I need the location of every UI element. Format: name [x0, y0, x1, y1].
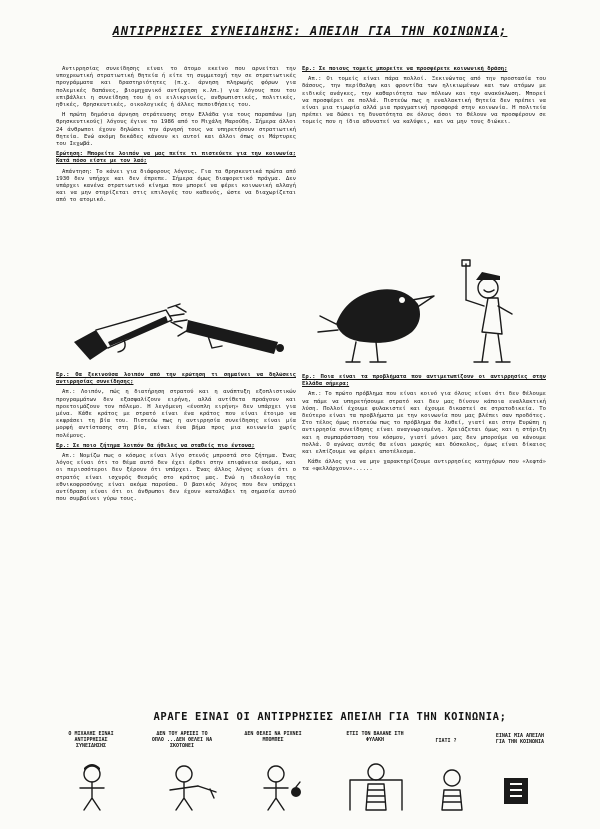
soldier-figure	[462, 260, 512, 362]
comic-caption-4: ΕΤΣΙ ΤΟΝ ΒΑΛΑΝΕ ΣΤΗ ΦΥΛΑΚΗ	[346, 731, 404, 743]
answer-2: Απ.: Λοιπόν, πώς η διατήρηση στρατού και η ανάπτυξη εξοπλιστικών προγραμμάτων δεν εξασφαλίζουν ειρήνη, αλλά αντίθετα προάγουν και προετοιμάζουν τον πόλεμο. Η λεγόμενη «ένοπλη ειρήνη» δεν υπάρχει για μένα. Κάθε κράτος με στρατό είναι ένα κράτος που είναι έτοιμο να εκφράσει τη βία του. Πιστεύω πως η αντιρρησία συνείδησης είναι μία μορφή αντίστασης στη βία, είναι ένα βήμα προς μια κοινωνία χωρίς πολέμους.	[56, 389, 296, 439]
answer-3: Απ.: Νομίζω πως ο κόσμος είναι λίγο στενός μπροστά στο ζήτημα. Ένας λόγος είναι ότι το θέμα αυτό δεν έχει έρθει στην επιφάνεια ακόμα, και οι περισσότεροι δεν ξέρουν ότι υπάρχει. Ένας άλλος λόγος είναι ότι ο στρατός είναι ισχυρός θεσμός στο κράτος μας. Ενώ η ιδεολογία της εθνικοφροσύνης είναι ακόμα παρούσα. Ο βασικός λόγος που δεν υπάρχει αντίδραση είναι ότι οι άνθρωποι δεν έχουν καταλάβει τη σημασία αυτού που συμβαίνει γύρω τους.	[56, 453, 296, 503]
closing-paragraph: Κάθε άλλος για να μην χαρακτηρίζουμε αντιρρησίες κατηγόρων που «λεφτά» τα «φελλάρχουν»......	[302, 459, 546, 473]
comic-caption-6: ΕΙΝΑΙ ΜΙΑ ΑΠΕΙΛΗ ΓΙΑ ΤΗΝ ΚΟΙΝΩΝΙΑ	[495, 733, 545, 745]
right-column-top	[302, 66, 546, 242]
left-column-bottom	[56, 372, 296, 692]
answer-5: Απ.: Το πρώτο πρόβλημα που είναι κοινό για όλους είναι ότι δεν θέλουμε να πάμε να υπηρετήσουμε στρατό και δεν μας δίνουν κάποια εναλλακτική λύση. Πολλοί έχουμε φυλακιστεί και έχουμε δικαστεί σε στρατοδικεία. Το δεύτερο είναι τα προβλήματα με την κοινωνία που μας βλέπει σαν προδότες. Στο τέλος όμως πιστεύω πως το πρόβλημα θα λυθεί, γιατί και στην Ευρώπη η αντιρρησία συνείδησης είναι αναγνωρισμένη. Χρειάζεται όμως και η στήριξη και η συμπαράσταση του κόσμου, γιατί μόνοι μας δεν μπορούμε να κάνουμε πολλά. Ο αγώνας αυτός θα είναι μακρύς και δύσκολος, όμως είναι δίκαιος και ελπίζουμε να φέρει αποτέλεσμα.	[302, 391, 546, 456]
comic-strip-title: ΑΡΑΓΕ ΕΙΝΑΙ ΟΙ ΑΝΤΙΡΡΗΣΙΕΣ ΑΠΕΙΛΗ ΓΙΑ ΤΗΝ ΚΟΙΝΩΝΙΑ;	[153, 711, 507, 723]
comic-caption-3: ΔΕΝ ΘΕΛΕΙ ΝΑ ΡΙΧΝΕΙ ΜΠΟΜΠΕΣ	[244, 731, 302, 743]
answer-4: Απ.: Οι τομείς είναι πάρα πολλοί. Ξεκινώντας από την προστασία του δάσους, την περίθαλψη και φροντίδα των ηλικιωμένων και των ατόμων με ειδικές ανάγκες, την καθαριότητα των πόλεων και την ανακύκλωση. Μπορεί να προσφέρει σε πολλά. Πιστεύω πως η εναλλακτική θητεία δεν πρέπει να είναι μια τιμωρία αλλά μια πραγματική προσφορά στην κοινωνία. Η πολιτεία πρέπει να δώσει τη δυνατότητα σε όλους όσοι το θέλουν να προσφέρουν σε τομείς που η ίδια αδυνατεί να καλύψει, και να μην τους διώκει.	[302, 76, 546, 126]
question-5: Ερ.: Ποια είναι τα προβλήματα που αντιμετωπίζουν οι αντιρρησίες στην Ελλάδα σήμερα;	[302, 374, 546, 388]
comic-panel-1-figure	[62, 762, 122, 812]
bird-figure	[318, 289, 434, 362]
answer-1: Απάντηση: Το κάνει για διάφορους λόγους. Για τα θρησκευτικά πρώτα από 1930 δεν υπήρχε και δεν έπρεπε. Σήμερα όμως διαφορετικό πράγμα. Δεν υπάρχει κανένα στρατιωτικό κίνημα που μπορεί να φέρει κοινωνική αλλαγή και να μην στηρίζεται στις επιλογές του καθενός, ώστε να διαχωρίζεται από το ατομικό.	[56, 168, 296, 204]
comic-panel-6-figure	[500, 772, 540, 812]
right-column-bottom	[302, 374, 546, 696]
left-column-top	[56, 66, 296, 302]
bird-and-soldier-cartoon	[316, 250, 546, 370]
article-title: ΑΝΤΙΡΡΗΣΙΕΣ ΣΥΝΕΙΔΗΣΗΣ: ΑΠΕΙΛΗ ΓΙΑ ΤΗΝ ΚΟΙΝΩΝΙΑ;	[112, 24, 508, 38]
comic-panel-5-figure	[428, 762, 478, 812]
question-4: Ερ.: Σε ποιους τομείς μπορείτε να προσφέρετε κοινωνική δράση;	[302, 66, 508, 72]
intro-paragraph-2: Η πρώτη δημόσια άρνηση στράτευσης στην Ελλάδα για τους παραπάνω (μη θρησκευτικούς) λόγους έγινε το 1986 από το Μιχάλη Μαρούδη. Σήμερα άλλοι 24 άνθρωποι έχουν δηλώσει την άρνησή τους να υπηρετήσουν στρατιωτική θητεία. Ενώ ακόμη δεκάδες κάνουν κι αυτοί και άλλοι όπως οι Μάρτυρες του Ιεχωβά.	[56, 112, 296, 148]
comic-panel-4-figure	[344, 760, 408, 812]
comic-caption-1: Ο ΜΙΧΑΛΗΣ ΕΙΝΑΙ ΑΝΤΙΡΡΗΣΙΑΣ ΣΥΝΕΙΔΗΣΗΣ	[68, 731, 114, 749]
intro-paragraph-1: Αντιρρησίας συνείδησης είναι το άτομο εκείνο που αρνείται την υποχρεωτική στρατιωτική θητεία ή είτε τη συμμετοχή την σε στρατιωτικές προγράμματα και δραστηριότητες (π.χ. άρνηση πληρωμής φόρων για πολεμικές δαπάνες, βιομηχανικό αντίρρηση κ.λπ.) για λόγους που του επιβάλλει η συνείδηση του ή οι ειλικρινείς, ανθρωπιστικές, πολιτικές, ηθικές, θρησκευτικές, οικολογικές ή άλλες πεποιθήσεις του.	[56, 66, 296, 109]
rifle-left-half	[74, 304, 184, 360]
rifle-right-half	[174, 306, 284, 354]
comic-panel-3-figure	[246, 762, 306, 812]
comic-panel-2-figure	[150, 762, 220, 812]
question-2: Ερ.: Θα ξεκινούσα λοιπόν από την ερώτηση τι σημαίνει να δηλώσεις αντιρρησίας συνείδησης;	[56, 372, 296, 386]
comic-caption-5: ΓΙΑΤΙ ?	[435, 738, 457, 744]
broken-rifle-illustration	[56, 302, 296, 372]
question-3: Ερ.: Σε ποιο ζήτημα λοιπόν θα ήθελες να σταθείς πιο έντονα;	[56, 442, 255, 449]
comic-caption-2: ΔΕΝ ΤΟΥ ΑΡΕΣΕΙ ΤΟ ΟΠΛΟ ...ΔΕΝ ΘΕΛΕΙ ΝΑ ΣΚΟΤΩΝΕΙ	[151, 731, 213, 749]
question-1: Ερώτηση: Μπορείτε λοιπόν να μας πείτε τι πιστεύετε για την κοινωνία; Κατά πόσο είστε με τον λαό;	[56, 151, 296, 165]
